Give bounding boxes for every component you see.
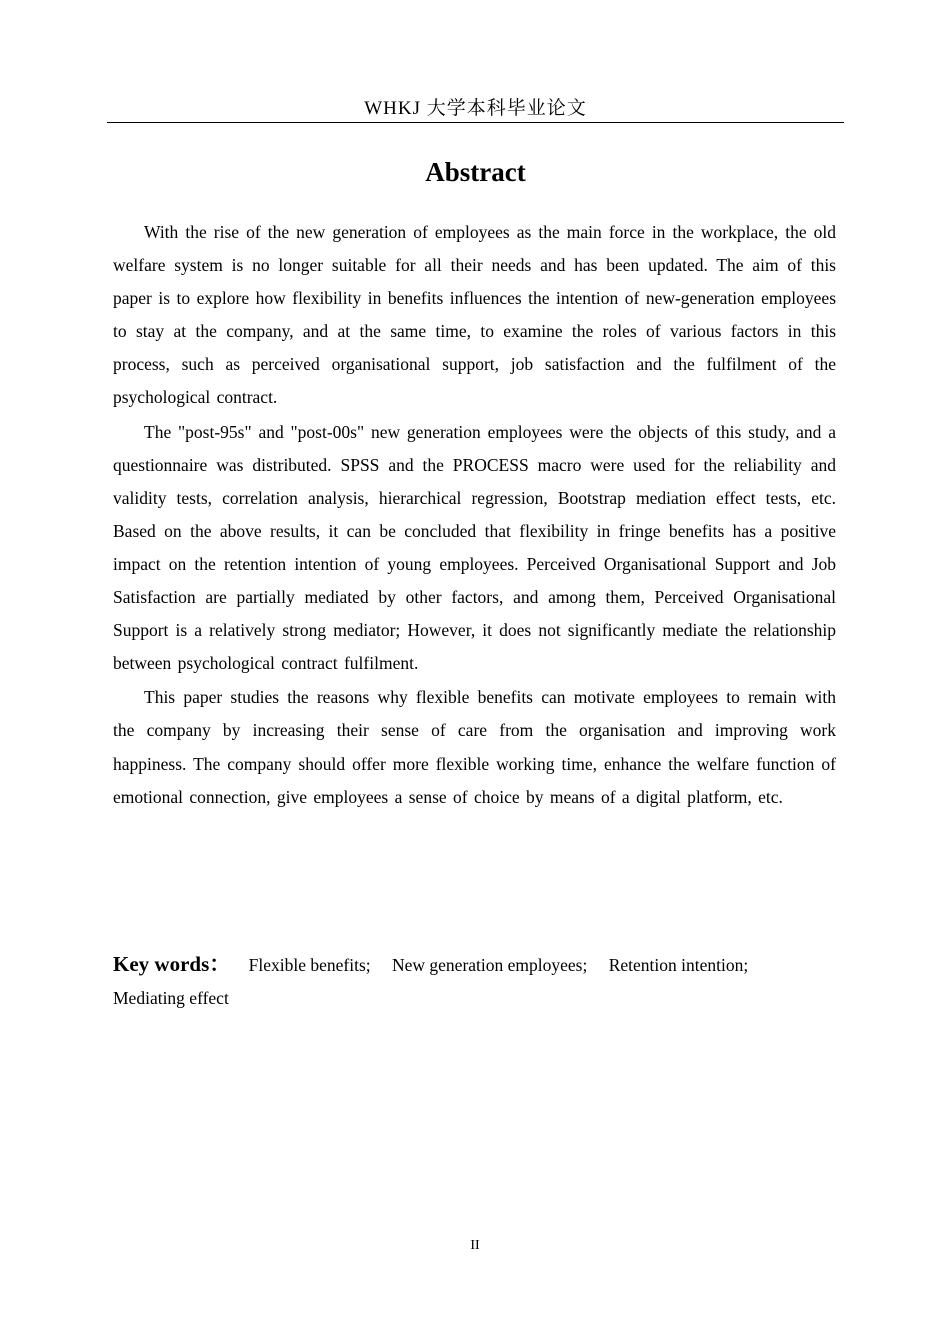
abstract-paragraph: With the rise of the new generation of employees as the main force in the workplace, the old welfare system is no longer suitable for all their needs and has been updated. The aim of this paper is to explore how flexibility in benefits influences the intention of new-generation employees to stay at the company, and at the same time, to examine the roles of various factors in this process, such as perceived organisational support, job satisfaction and the fulfilment of the psychological contract. xyxy=(113,222,836,408)
keyword-item: New generation employees; xyxy=(392,955,588,975)
keywords-label: Key words： xyxy=(113,952,231,976)
keyword-item: Mediating effect xyxy=(113,988,229,1008)
abstract-paragraph: This paper studies the reasons why flexible benefits can motivate employees to remain with the company by increasing their sense of care from the organisation and improving work happiness. The company should offer more flexible working time, enhance the welfare function of emotional connection, give employees a sense of choice by means of a digital platform, etc. xyxy=(113,687,836,807)
abstract-title: Abstract xyxy=(425,157,526,187)
keyword-item: Retention intention; xyxy=(608,955,749,975)
abstract-body xyxy=(113,216,836,815)
abstract-paragraph: The "post-95s" and "post-00s" new generation employees were the objects of this study, and a questionnaire was distributed. SPSS and the PROCESS macro were used for the reliability and validity tests, correlation analysis, hierarchical regression, Bootstrap mediation effect tests, etc. Based on the above results, it can be concluded that flexibility in fringe benefits has a positive impact on the retention intention of young employees. Perceived Organisational Support and Job Satisfaction are partially mediated by other factors, and among them, Perceived Organisational Support is a relatively strong mediator; However, it does not significantly mediate the relationship between psychological contract fulfilment. xyxy=(113,421,836,674)
page-number: II xyxy=(470,1238,480,1253)
header-divider xyxy=(107,122,844,123)
keywords-section xyxy=(113,948,836,1015)
keyword-item: Flexible benefits; xyxy=(248,955,371,975)
page-header: WHKJ 大学本科毕业论文 xyxy=(364,98,587,119)
